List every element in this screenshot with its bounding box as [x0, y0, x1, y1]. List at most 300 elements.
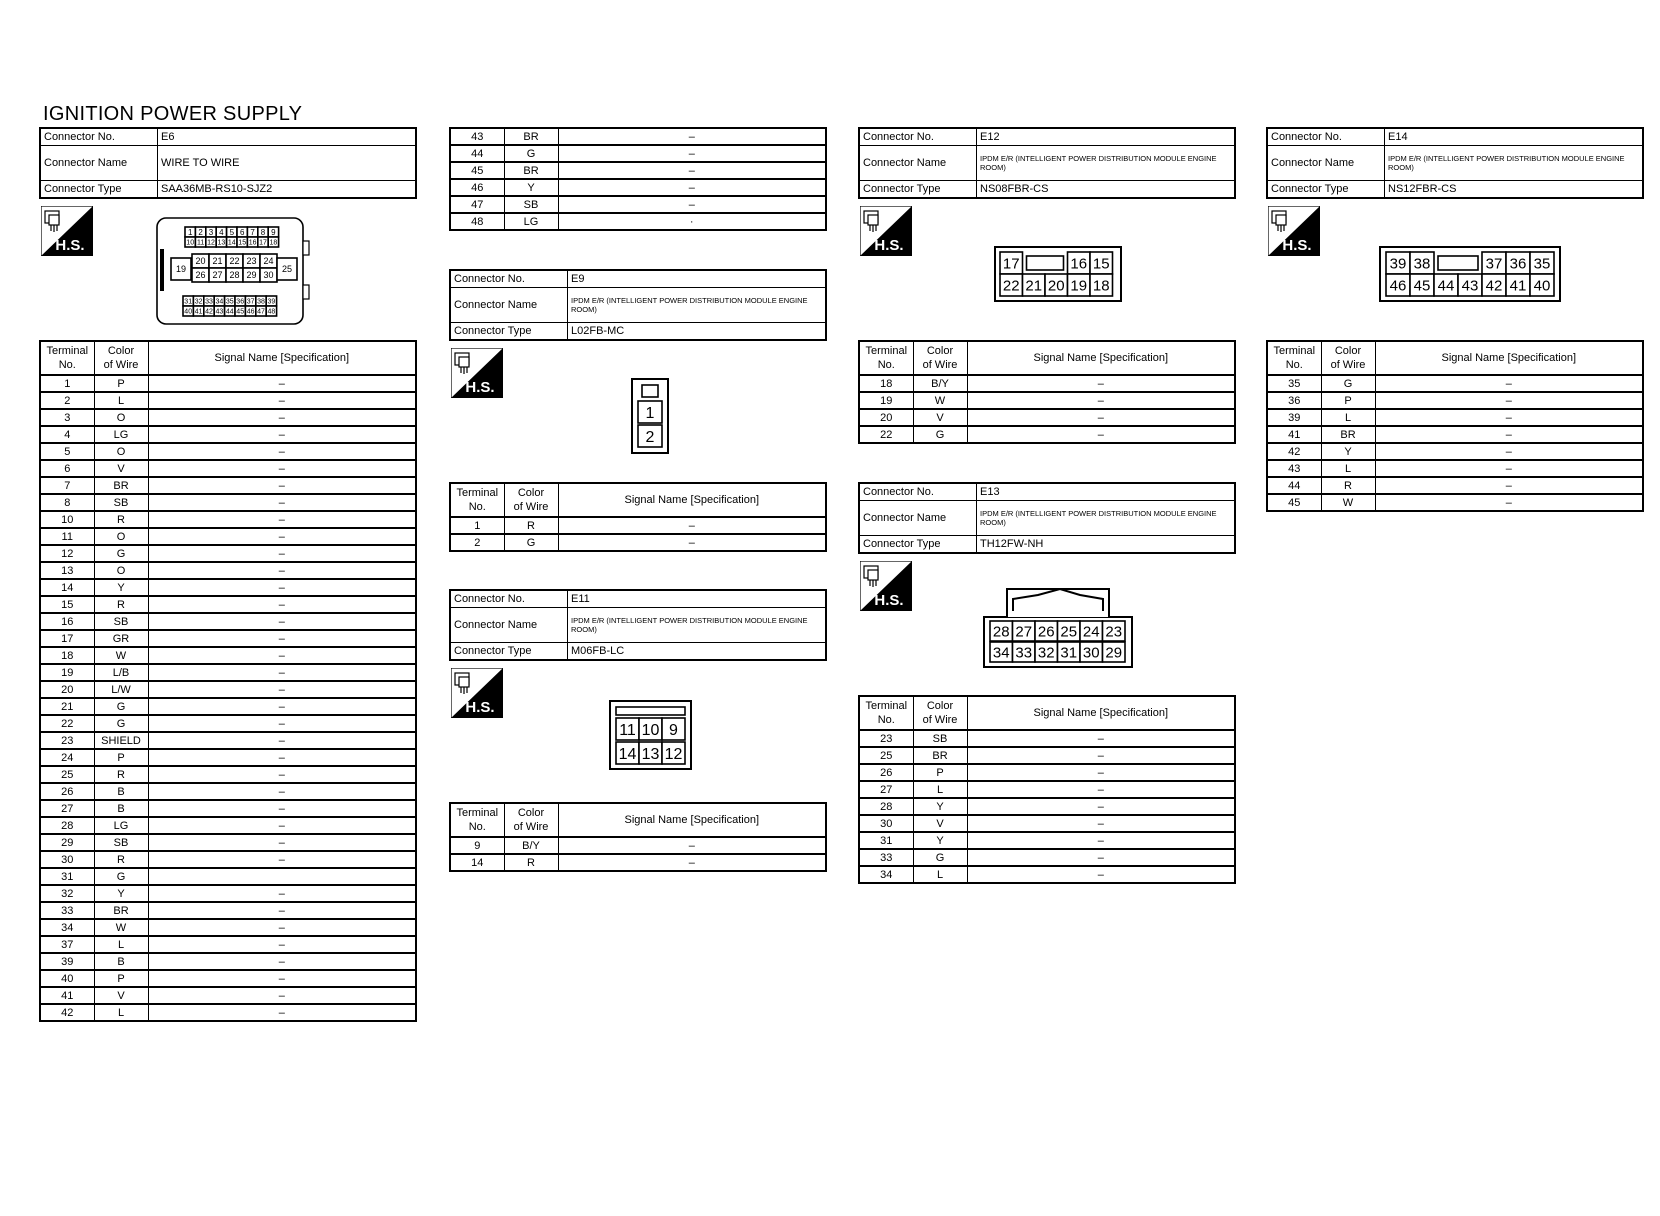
svg-text:11: 11: [619, 721, 636, 739]
svg-text:40: 40: [1533, 277, 1551, 295]
svg-text:15: 15: [1092, 255, 1110, 273]
svg-text:12: 12: [664, 745, 683, 763]
svg-text:29: 29: [1105, 644, 1123, 662]
svg-text:30: 30: [263, 270, 274, 281]
svg-text:41: 41: [194, 308, 203, 316]
connector-type-value: NS08FBR-CS: [977, 181, 1236, 199]
terminal-no: 20: [40, 681, 94, 698]
wire-color: B: [94, 800, 148, 817]
svg-text:45: 45: [1413, 277, 1431, 295]
svg-text:28: 28: [229, 270, 240, 281]
terminal-no: 31: [40, 868, 94, 885]
hs-label: H.S.: [1282, 237, 1312, 254]
signal-name: –: [148, 783, 416, 800]
terminal-no: 4: [40, 426, 94, 443]
label-connector-no: Connector No.: [450, 270, 568, 288]
connector-info-e13: [858, 482, 1236, 554]
svg-text:24: 24: [1082, 623, 1100, 641]
table-row: [450, 837, 826, 854]
wire-color: G: [913, 426, 967, 443]
wire-color: BR: [913, 747, 967, 764]
svg-text:46: 46: [1389, 277, 1407, 295]
terminal-no: 20: [859, 409, 913, 426]
signal-name: –: [148, 562, 416, 579]
table-row: [1267, 375, 1643, 392]
terminal-no: 36: [1267, 392, 1321, 409]
wire-color: L: [913, 781, 967, 798]
table-row: [40, 528, 416, 545]
wire-color: P: [1321, 392, 1375, 409]
wire-color: B/Y: [913, 375, 967, 392]
svg-text:17: 17: [259, 239, 267, 247]
header-terminal-line1: Terminal: [456, 487, 499, 499]
connector-pin: [1090, 274, 1113, 296]
connector-pin: [1103, 642, 1126, 662]
table-row: [40, 664, 416, 681]
connector-pin: [616, 742, 639, 764]
signal-name: –: [1375, 460, 1643, 477]
wire-color: R: [1321, 477, 1375, 494]
table-row: [40, 987, 416, 1004]
terminal-no: 26: [40, 783, 94, 800]
terminal-no: 14: [40, 579, 94, 596]
svg-text:23: 23: [246, 256, 257, 267]
terminal-no: 43: [450, 128, 504, 145]
svg-text:46: 46: [246, 308, 255, 316]
table-row: [40, 919, 416, 936]
terminal-no: 37: [40, 936, 94, 953]
header-color: [504, 483, 558, 517]
svg-text:10: 10: [641, 721, 660, 739]
connector-pin: [1068, 252, 1091, 274]
table-row: [40, 562, 416, 579]
header-terminal-line1: Terminal: [46, 345, 89, 357]
connector-pin: [192, 254, 209, 268]
table-row: [859, 866, 1235, 883]
header-color-line1: Color: [1334, 345, 1362, 357]
table-row: [40, 851, 416, 868]
connector-pin: [247, 237, 257, 247]
connector-pin: [1386, 252, 1410, 274]
connector-pin: [1035, 621, 1058, 641]
table-row: [1267, 494, 1643, 511]
label-connector-type: Connector Type: [1267, 181, 1385, 199]
wire-color: GR: [94, 630, 148, 647]
signal-name: –: [148, 613, 416, 630]
wire-color: G: [94, 545, 148, 562]
wire-color: Y: [94, 579, 148, 596]
table-row: [40, 545, 416, 562]
pin-table-e12: [858, 340, 1236, 444]
connector-no-value: E12: [977, 128, 1236, 146]
svg-text:23: 23: [1105, 623, 1123, 641]
connector-type-value: SAA36MB-RS10-SJZ2: [158, 181, 417, 199]
wire-color: W: [1321, 494, 1375, 511]
wire-color: P: [913, 764, 967, 781]
terminal-no: 44: [1267, 477, 1321, 494]
svg-text:22: 22: [229, 256, 240, 267]
header-terminal: [859, 341, 913, 375]
terminal-no: 22: [40, 715, 94, 732]
signal-name: –: [148, 715, 416, 732]
signal-name: –: [148, 426, 416, 443]
wire-color: R: [94, 851, 148, 868]
svg-text:14: 14: [227, 239, 236, 247]
header-terminal-line1: Terminal: [456, 807, 499, 819]
signal-name: –: [1375, 426, 1643, 443]
header-color: [913, 696, 967, 730]
signal-name: –: [1375, 375, 1643, 392]
connector-key: [1027, 256, 1064, 270]
label-connector-name: Connector Name: [450, 288, 568, 323]
signal-name: –: [148, 375, 416, 392]
wire-color: R: [504, 854, 558, 871]
harness-side-icon: [41, 206, 93, 256]
signal-name: –: [967, 409, 1235, 426]
signal-name: –: [148, 732, 416, 749]
signal-name: –: [148, 681, 416, 698]
svg-text:19: 19: [1070, 277, 1088, 295]
terminal-no: 1: [450, 517, 504, 534]
connector-type-value: L02FB-MC: [568, 323, 827, 341]
svg-text:30: 30: [1082, 644, 1100, 662]
signal-name: –: [148, 392, 416, 409]
connector-pin: [216, 227, 226, 237]
terminal-no: 19: [40, 664, 94, 681]
signal-name: –: [148, 477, 416, 494]
svg-text:35: 35: [1533, 255, 1551, 273]
connector-pin: [1013, 621, 1036, 641]
header-color-line1: Color: [517, 807, 545, 819]
harness-side-icon: [860, 561, 912, 611]
wire-color: L: [94, 1004, 148, 1021]
connector-pin: [1530, 252, 1554, 274]
connector-pin: [277, 258, 297, 280]
svg-text:2: 2: [645, 428, 655, 446]
signal-name: –: [967, 781, 1235, 798]
connector-pin: [662, 718, 685, 740]
connector-key: [642, 385, 658, 397]
terminal-no: 25: [40, 766, 94, 783]
header-signal: Signal Name [Specification]: [967, 341, 1235, 375]
connector-name-value: IPDM E/R (INTELLIGENT POWER DISTRIBUTION MODULE ENGINE ROOM): [568, 608, 827, 643]
page-title: IGNITION POWER SUPPLY: [43, 103, 303, 125]
terminal-no: 27: [859, 781, 913, 798]
wire-color: L: [1321, 409, 1375, 426]
connector-pin: [171, 258, 191, 280]
signal-name: –: [967, 764, 1235, 781]
connector-pin: [1410, 274, 1434, 296]
signal-name: –: [1375, 392, 1643, 409]
signal-name: –: [967, 815, 1235, 832]
hs-icon: [860, 561, 912, 616]
connector-face-e9: [630, 377, 670, 455]
hs-icon: [860, 206, 912, 261]
wire-color: O: [94, 562, 148, 579]
pin-table-header: [450, 803, 826, 837]
svg-text:15: 15: [238, 239, 247, 247]
wire-color: SHIELD: [94, 732, 148, 749]
wire-color: R: [504, 517, 558, 534]
wire-color: R: [94, 596, 148, 613]
wire-color: L: [94, 392, 148, 409]
connector-pin: [256, 296, 266, 306]
svg-text:16: 16: [248, 239, 257, 247]
wire-color: SB: [913, 730, 967, 747]
svg-text:29: 29: [246, 270, 257, 281]
connector-pin: [1434, 274, 1458, 296]
connector-name-value: IPDM E/R (INTELLIGENT POWER DISTRIBUTION MODULE ENGINE ROOM): [977, 146, 1236, 181]
connector-name-value: IPDM E/R (INTELLIGENT POWER DISTRIBUTION MODULE ENGINE ROOM): [977, 501, 1236, 536]
connector-pin: [639, 742, 662, 764]
wire-color: B/Y: [504, 837, 558, 854]
terminal-no: 14: [450, 854, 504, 871]
table-row: [450, 128, 826, 145]
harness-side-icon: [1268, 206, 1320, 256]
signal-name: –: [148, 919, 416, 936]
connector-pin: [193, 306, 203, 316]
table-row: [40, 766, 416, 783]
pin-table-header: [859, 696, 1235, 730]
hs-label: H.S.: [874, 237, 904, 254]
table-row: [40, 375, 416, 392]
svg-text:13: 13: [217, 239, 226, 247]
svg-text:43: 43: [215, 308, 224, 316]
svg-text:7: 7: [250, 227, 255, 237]
terminal-no: 8: [40, 494, 94, 511]
connector-no-value: E9: [568, 270, 827, 288]
hs-icon: [41, 206, 93, 261]
signal-name: –: [967, 798, 1235, 815]
connector-pin: [1103, 621, 1126, 641]
signal-name: –: [148, 545, 416, 562]
svg-text:1: 1: [187, 227, 193, 237]
terminal-no: 12: [40, 545, 94, 562]
table-row: [40, 885, 416, 902]
connector-pin: [1090, 252, 1113, 274]
table-row: [450, 534, 826, 551]
terminal-no: 43: [1267, 460, 1321, 477]
signal-name: –: [148, 987, 416, 1004]
terminal-no: 40: [40, 970, 94, 987]
connector-pin: [243, 268, 260, 282]
table-row: [40, 715, 416, 732]
svg-text:31: 31: [1060, 644, 1078, 662]
connector-pin: [266, 296, 276, 306]
wire-color: BR: [504, 128, 558, 145]
svg-text:45: 45: [236, 308, 245, 316]
connector-pin: [268, 227, 278, 237]
connector-pin: [1506, 274, 1530, 296]
terminal-no: 3: [40, 409, 94, 426]
connector-pin: [266, 306, 276, 316]
table-row: [40, 902, 416, 919]
table-row: [40, 783, 416, 800]
svg-text:5: 5: [229, 227, 235, 237]
wire-color: V: [913, 409, 967, 426]
svg-text:42: 42: [1485, 277, 1503, 295]
pin-table-header: [450, 483, 826, 517]
table-row: [40, 800, 416, 817]
table-row: [40, 579, 416, 596]
connector-pin: [1482, 274, 1506, 296]
wire-color: V: [913, 815, 967, 832]
svg-text:37: 37: [1485, 255, 1503, 273]
connector-pin: [638, 401, 662, 423]
table-row: [859, 375, 1235, 392]
signal-name: –: [148, 953, 416, 970]
svg-text:38: 38: [1413, 255, 1431, 273]
table-row: [1267, 392, 1643, 409]
connector-pin: [235, 306, 245, 316]
pin-table-header: [1267, 341, 1643, 375]
svg-text:9: 9: [669, 721, 678, 739]
connector-pin: [1530, 274, 1554, 296]
table-row: [40, 392, 416, 409]
svg-text:42: 42: [205, 308, 213, 316]
svg-text:32: 32: [194, 298, 203, 306]
terminal-no: 45: [450, 162, 504, 179]
connector-face-e11: [608, 699, 693, 771]
table-row: [450, 854, 826, 871]
svg-text:16: 16: [1070, 255, 1088, 273]
table-row: [40, 613, 416, 630]
connector-face-e14: [1378, 245, 1562, 303]
terminal-no: 42: [1267, 443, 1321, 460]
terminal-no: 45: [1267, 494, 1321, 511]
wire-color: B: [94, 953, 148, 970]
signal-name: –: [148, 749, 416, 766]
signal-name: –: [148, 630, 416, 647]
svg-text:26: 26: [1037, 623, 1055, 641]
signal-name: –: [148, 766, 416, 783]
terminal-no: 39: [40, 953, 94, 970]
connector-pin: [260, 254, 277, 268]
label-connector-no: Connector No.: [859, 483, 977, 501]
signal-name: –: [148, 579, 416, 596]
table-row: [40, 494, 416, 511]
header-signal: Signal Name [Specification]: [1375, 341, 1643, 375]
wire-color: G: [1321, 375, 1375, 392]
signal-name: –: [558, 162, 826, 179]
connector-pin: [209, 268, 226, 282]
pin-table-e9: [449, 482, 827, 552]
table-row: [40, 868, 416, 885]
connector-pin: [195, 227, 205, 237]
connector-pin: [1045, 274, 1068, 296]
header-color-line2: of Wire: [1330, 359, 1366, 371]
wire-color: SB: [94, 613, 148, 630]
table-row: [450, 145, 826, 162]
connector-info-e11: [449, 589, 827, 661]
label-connector-name: Connector Name: [1267, 146, 1385, 181]
svg-text:9: 9: [271, 227, 276, 237]
signal-name: –: [148, 511, 416, 528]
wire-color: Y: [913, 798, 967, 815]
table-row: [40, 409, 416, 426]
signal-name: ·: [558, 213, 826, 230]
wire-color: W: [94, 647, 148, 664]
svg-text:34: 34: [992, 644, 1010, 662]
signal-name: –: [967, 730, 1235, 747]
connector-pin: [256, 306, 266, 316]
table-row: [40, 749, 416, 766]
connector-key: [303, 285, 309, 299]
svg-text:4: 4: [219, 227, 224, 237]
pin-table-e14: [1266, 340, 1644, 512]
terminal-no: 33: [859, 849, 913, 866]
connector-pin: [662, 742, 685, 764]
svg-text:25: 25: [281, 264, 293, 275]
connector-pin: [183, 296, 193, 306]
connector-hood: [1007, 589, 1109, 617]
header-color: [504, 803, 558, 837]
wire-color: SB: [94, 834, 148, 851]
connector-pin: [245, 306, 255, 316]
terminal-no: 34: [40, 919, 94, 936]
svg-text:31: 31: [184, 298, 193, 306]
connector-no-value: E6: [158, 128, 417, 146]
terminal-no: 11: [40, 528, 94, 545]
terminal-no: 18: [40, 647, 94, 664]
connector-info-e12: [858, 127, 1236, 199]
signal-name: –: [148, 1004, 416, 1021]
connector-pin: [209, 254, 226, 268]
signal-name: –: [148, 664, 416, 681]
signal-name: –: [558, 517, 826, 534]
table-row: [40, 732, 416, 749]
connector-pin: [616, 718, 639, 740]
connector-pin: [1058, 642, 1081, 662]
harness-side-icon: [860, 206, 912, 256]
signal-name: –: [148, 494, 416, 511]
terminal-no: 2: [40, 392, 94, 409]
table-row: [859, 798, 1235, 815]
table-row: [40, 817, 416, 834]
svg-text:8: 8: [260, 227, 266, 237]
connector-face-e6: [156, 217, 324, 326]
terminal-no: 24: [40, 749, 94, 766]
wire-color: O: [94, 443, 148, 460]
terminal-no: 41: [1267, 426, 1321, 443]
wire-color: SB: [504, 196, 558, 213]
signal-name: –: [148, 528, 416, 545]
connector-pin: [225, 296, 235, 306]
connector-pin: [226, 254, 243, 268]
wire-color: R: [94, 511, 148, 528]
svg-text:1: 1: [645, 404, 655, 422]
table-row: [1267, 443, 1643, 460]
wire-color: BR: [94, 477, 148, 494]
hs-label: H.S.: [874, 592, 904, 609]
label-connector-type: Connector Type: [450, 323, 568, 341]
table-row: [450, 196, 826, 213]
svg-text:43: 43: [1461, 277, 1479, 295]
wire-color: Y: [1321, 443, 1375, 460]
table-row: [450, 162, 826, 179]
connector-type-value: M06FB-LC: [568, 643, 827, 661]
wire-color: O: [94, 528, 148, 545]
connector-pin: [226, 268, 243, 282]
label-connector-no: Connector No.: [1267, 128, 1385, 146]
wire-color: L/B: [94, 664, 148, 681]
terminal-no: 41: [40, 987, 94, 1004]
table-row: [859, 409, 1235, 426]
terminal-no: 18: [859, 375, 913, 392]
wire-color: BR: [1321, 426, 1375, 443]
connector-pin: [225, 306, 235, 316]
svg-text:34: 34: [215, 298, 224, 306]
